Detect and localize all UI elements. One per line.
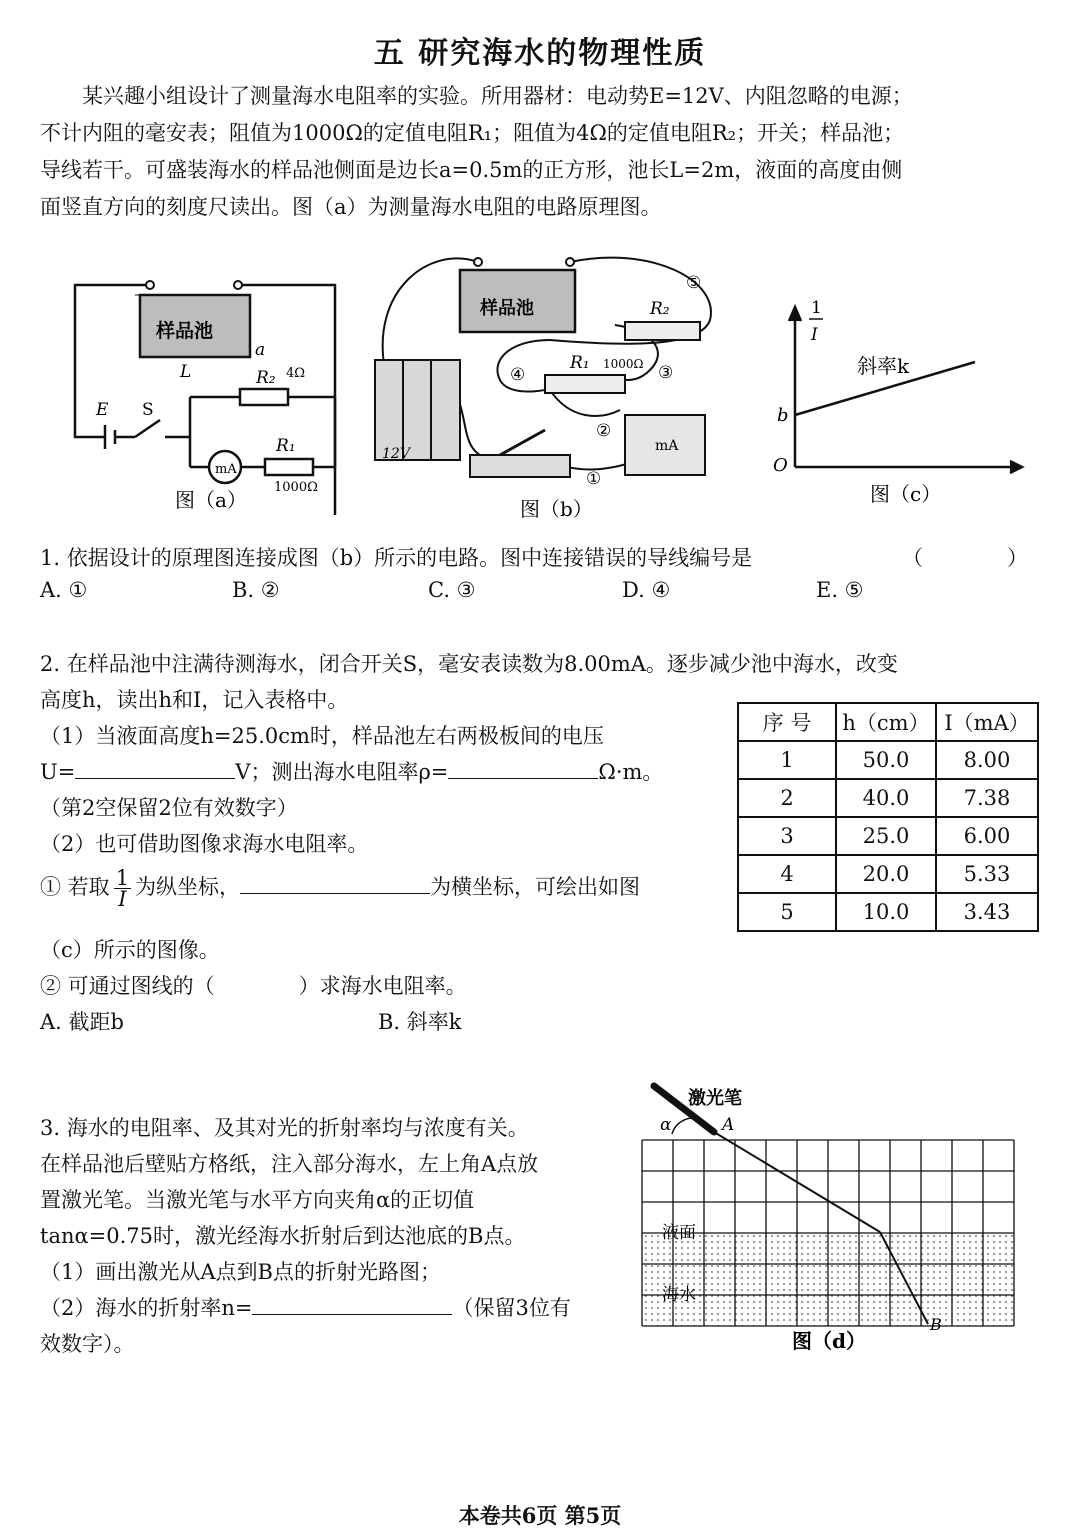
slope-label: 斜率k xyxy=(857,354,910,378)
wire-label-2: ② xyxy=(596,421,612,441)
n-answer-blank[interactable] xyxy=(252,1292,452,1315)
water-label: 海水 xyxy=(662,1285,696,1305)
table-header: 序 号 xyxy=(738,703,836,741)
battery-note: 12V xyxy=(382,446,410,462)
label-S: S xyxy=(142,400,154,420)
table-cell: 5 xyxy=(738,893,836,931)
pool-label: 样品池 xyxy=(156,320,214,342)
battery-box xyxy=(375,360,460,460)
q1-option-e[interactable]: E. ⑤ xyxy=(816,578,864,602)
n-note: （保留3位有 xyxy=(452,1296,571,1320)
label-L: L xyxy=(180,362,192,382)
wire-label-3: ③ xyxy=(658,363,674,383)
q2-step1-cont: （c）所示的图像。 xyxy=(40,938,220,962)
q2-step2: ② 可通过图线的（ ）求海水电阻率。 xyxy=(40,974,467,998)
label-E: E xyxy=(96,400,109,420)
pen-label: 激光笔 xyxy=(688,1088,742,1109)
label-R1-b: R₁ xyxy=(570,353,590,373)
q3-line: tanα=0.75时，激光经海水折射后到达池底的B点。 xyxy=(40,1224,526,1248)
note-1000ohm: 1000Ω xyxy=(274,480,318,495)
point-A: A xyxy=(722,1115,735,1135)
q2-option-a[interactable]: A. 截距b xyxy=(40,1010,124,1034)
u-label: U= xyxy=(40,760,76,784)
q3-part2 xyxy=(40,1292,571,1322)
frac-den: I xyxy=(118,887,127,911)
rho-answer-blank[interactable] xyxy=(448,756,598,779)
n-label: （2）海水的折射率n= xyxy=(40,1296,253,1320)
q3-part1: （1）画出激光从A点到B点的折射光路图； xyxy=(40,1260,441,1284)
q2-part1-fill xyxy=(40,756,663,786)
q1-option-c[interactable]: C. ③ xyxy=(428,578,476,602)
table-header: I（mA） xyxy=(936,703,1038,741)
caption-d: 图（d） xyxy=(792,1329,866,1353)
rho-label: V；测出海水电阻率ρ= xyxy=(235,760,449,784)
figure-a-circuit xyxy=(60,265,360,515)
surface-label: 液面 xyxy=(662,1223,696,1243)
caption-c: 图（c） xyxy=(870,482,942,506)
table-cell: 40.0 xyxy=(836,779,936,817)
q3-line: 3. 海水的电阻率、及其对光的折射率均与浓度有关。 xyxy=(40,1116,529,1140)
page-footer: 本卷共6页 第5页 xyxy=(458,1503,622,1528)
label-R1: R₁ xyxy=(276,436,296,456)
q3-part2-cont: 效数字）。 xyxy=(40,1332,135,1356)
u-answer-blank[interactable] xyxy=(75,756,235,779)
x-axis-answer-blank[interactable] xyxy=(240,871,430,894)
table-header: h（cm） xyxy=(836,703,936,741)
table-cell: 20.0 xyxy=(836,855,936,893)
fraction-1-over-I xyxy=(114,868,131,909)
step1-mid: 为纵坐标， xyxy=(135,875,241,899)
step1-post: 为横坐标，可绘出如图 xyxy=(430,875,641,899)
note-4ohm: 4Ω xyxy=(286,366,306,381)
caption-a: 图（a） xyxy=(175,488,247,512)
q1-answer-paren: （ ） xyxy=(902,546,1028,570)
q2-option-b[interactable]: B. 斜率k xyxy=(378,1010,462,1034)
section-title: 五 研究海水的物理性质 xyxy=(373,36,707,71)
table-cell: 10.0 xyxy=(836,893,936,931)
table-cell: 25.0 xyxy=(836,817,936,855)
q1-option-d[interactable]: D. ④ xyxy=(622,578,671,602)
table-header-row xyxy=(738,703,1038,741)
q2-step1 xyxy=(40,868,640,909)
table-row xyxy=(738,741,1038,779)
table-cell: 7.38 xyxy=(936,779,1038,817)
step1-pre: ① 若取 xyxy=(40,875,110,899)
q1-option-a[interactable]: A. ① xyxy=(40,578,88,602)
q2-part2: （2）也可借助图像求海水电阻率。 xyxy=(40,832,369,856)
rho-unit: Ω·m。 xyxy=(598,760,664,784)
origin-O: O xyxy=(773,455,788,476)
table-cell: 4 xyxy=(738,855,836,893)
ammeter-label: mA xyxy=(215,462,237,477)
table-row xyxy=(738,779,1038,817)
intro-line: 不计内阻的毫安表；阻值为1000Ω的定值电阻R₁；阻值为4Ω的定值电阻R₂；开关；样品池； xyxy=(40,121,905,145)
wire-label-5: ⑤ xyxy=(686,273,702,293)
table-cell: 2 xyxy=(738,779,836,817)
intro-line: 导线若干。可盛装海水的样品池侧面是边长a=0.5m的正方形，池长L=2m，液面的高度由侧 xyxy=(40,158,903,182)
label-R2-b: R₂ xyxy=(650,299,670,319)
table-cell: 3.43 xyxy=(936,893,1038,931)
y-axis-den: I xyxy=(811,325,818,345)
note-r1-b: 1000Ω xyxy=(603,357,644,371)
figure-d-grid xyxy=(632,1078,1032,1358)
q3-line: 在样品池后壁贴方格纸，注入部分海水，左上角A点放 xyxy=(40,1152,539,1176)
table-cell: 3 xyxy=(738,817,836,855)
intro-paragraph xyxy=(40,78,1040,226)
caption-b: 图（b） xyxy=(520,497,593,521)
q2-part1-note: （第2空保留2位有效数字） xyxy=(40,796,298,820)
figure-c-graph xyxy=(765,295,1035,515)
table-cell: 6.00 xyxy=(936,817,1038,855)
table-cell: 5.33 xyxy=(936,855,1038,893)
q3-line: 置激光笔。当激光笔与水平方向夹角α的正切值 xyxy=(40,1188,475,1212)
table-row xyxy=(738,817,1038,855)
intercept-b: b xyxy=(777,405,789,426)
frac-num: 1 xyxy=(115,866,130,890)
intro-line: 面竖直方向的刻度尺读出。图（a）为测量海水电阻的电路原理图。 xyxy=(40,195,662,219)
q2-line1: 2. 在样品池中注满待测海水，闭合开关S，毫安表读数为8.00mA。逐步减少池中海水，改变 xyxy=(40,652,898,676)
table-cell: 1 xyxy=(738,741,836,779)
figure-b-wiring xyxy=(370,250,730,525)
label-a: a xyxy=(255,340,266,360)
table-row xyxy=(738,893,1038,931)
table-cell: 50.0 xyxy=(836,741,936,779)
intro-line: 某兴趣小组设计了测量海水电阻率的实验。所用器材：电动势E=12V、内阻忽略的电源； xyxy=(82,84,913,108)
wire-label-4: ④ xyxy=(510,365,526,385)
pool-label-b: 样品池 xyxy=(480,298,534,319)
point-B: B xyxy=(930,1315,942,1334)
label-R2: R₂ xyxy=(256,368,276,388)
q2-line2: 高度h，读出h和I，记入表格中。 xyxy=(40,688,349,712)
table-cell: 8.00 xyxy=(936,741,1038,779)
y-axis-num: 1 xyxy=(811,298,822,318)
ammeter-label-b: mA xyxy=(655,438,679,454)
q1-text: 1. 依据设计的原理图连接成图（b）所示的电路。图中连接错误的导线编号是 xyxy=(40,546,753,570)
data-table xyxy=(737,702,1039,932)
q2-part1: （1）当液面高度h=25.0cm时，样品池左右两极板间的电压 xyxy=(40,724,604,748)
q1-option-b[interactable]: B. ② xyxy=(232,578,280,602)
table-row xyxy=(738,855,1038,893)
wire-label-1: ① xyxy=(586,469,602,489)
alpha-label: α xyxy=(660,1115,672,1135)
